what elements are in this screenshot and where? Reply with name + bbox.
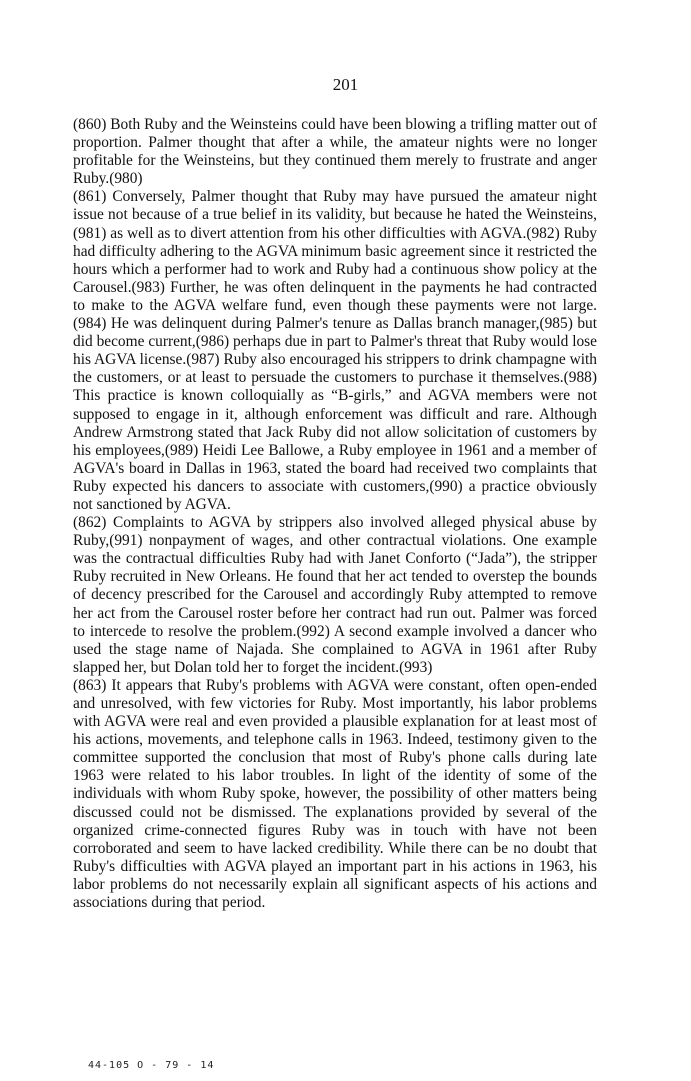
printing-code: 44-105 O - 79 - 14 — [88, 1060, 215, 1071]
paragraph-862: (862) Complaints to AGVA by strippers also involved alleged physical abuse by Ruby,(991) nonpayment of wages, and other contractual violations. One example was the contractual difficulties Ruby had with Janet Conforto (“Jada”), the stripper Ruby recruited in New Orleans. He found that her act tended to overstep the bounds of decency prescribed for the Carousel and accordingly Ruby attempted to remove her act from the Carousel roster before her contract had run out. Palmer was forced to intercede to resolve the problem.(992) A second example involved a dancer who used the stage name of Najada. She complained to AGVA in 1961 after Ruby slapped her, but Dolan told her to forget the incident.(993) — [73, 514, 597, 676]
report-body — [73, 116, 597, 912]
page-number: 201 — [332, 75, 359, 94]
paragraph-861: (861) Conversely, Palmer thought that Ruby may have pursued the amateur night issue not because of a true belief in its validity, but because he hated the Weinsteins,(981) as well as to divert attention from his other difficulties with AGVA.(982) Ruby had difficulty adhering to the AGVA minimum basic agreement since it restricted the hours which a performer had to work and Ruby had a continuous show policy at the Carousel.(983) Further, he was often delinquent in the payments he had contracted to make to the AGVA welfare fund, even though these payments were not large.(984) He was delinquent during Palmer's tenure as Dallas branch manager,(985) but did become current,(986) perhaps due in part to Palmer's threat that Ruby would lose his AGVA license.(987) Ruby also encouraged his strippers to drink champagne with the customers, or at least to persuade the customers to purchase it themselves.(988) This practice is known colloquially as “B-girls,” and AGVA members were not supposed to engage in it, although enforcement was difficult and rare. Although Andrew Armstrong stated that Jack Ruby did not allow solicitation of customers by his employees,(989) Heidi Lee Ballowe, a Ruby employee in 1961 and a member of AGVA's board in Dallas in 1963, stated the board had received two complaints that Ruby expected his dancers to associate with customers,(990) a practice obviously not sanctioned by AGVA. — [73, 188, 597, 513]
paragraph-860: (860) Both Ruby and the Weinsteins could have been blowing a trifling matter out of proportion. Palmer thought that after a while, the amateur nights were no longer profitable for the Weinsteins, but they continued them merely to frustrate and anger Ruby.(980) — [73, 116, 597, 188]
paragraph-863: (863) It appears that Ruby's problems with AGVA were constant, often open-ended and unresolved, with few victories for Ruby. Most importantly, his labor problems with AGVA were real and even provided a plausible explanation for at least most of his actions, movements, and telephone calls in 1963. Indeed, testimony given to the committee supported the conclusion that most of Ruby's phone calls during late 1963 were related to his labor troubles. In light of the identity of some of the individuals with whom Ruby spoke, however, the possibility of other matters being discussed could not be dismissed. The explanations provided by several of the organized crime-connected figures Ruby was in touch with have not been corroborated and seem to have lacked credibility. While there can be no doubt that Ruby's difficulties with AGVA played an important part in his actions in 1963, his labor problems do not necessarily explain all significant aspects of his actions and associations during that period. — [73, 676, 597, 912]
